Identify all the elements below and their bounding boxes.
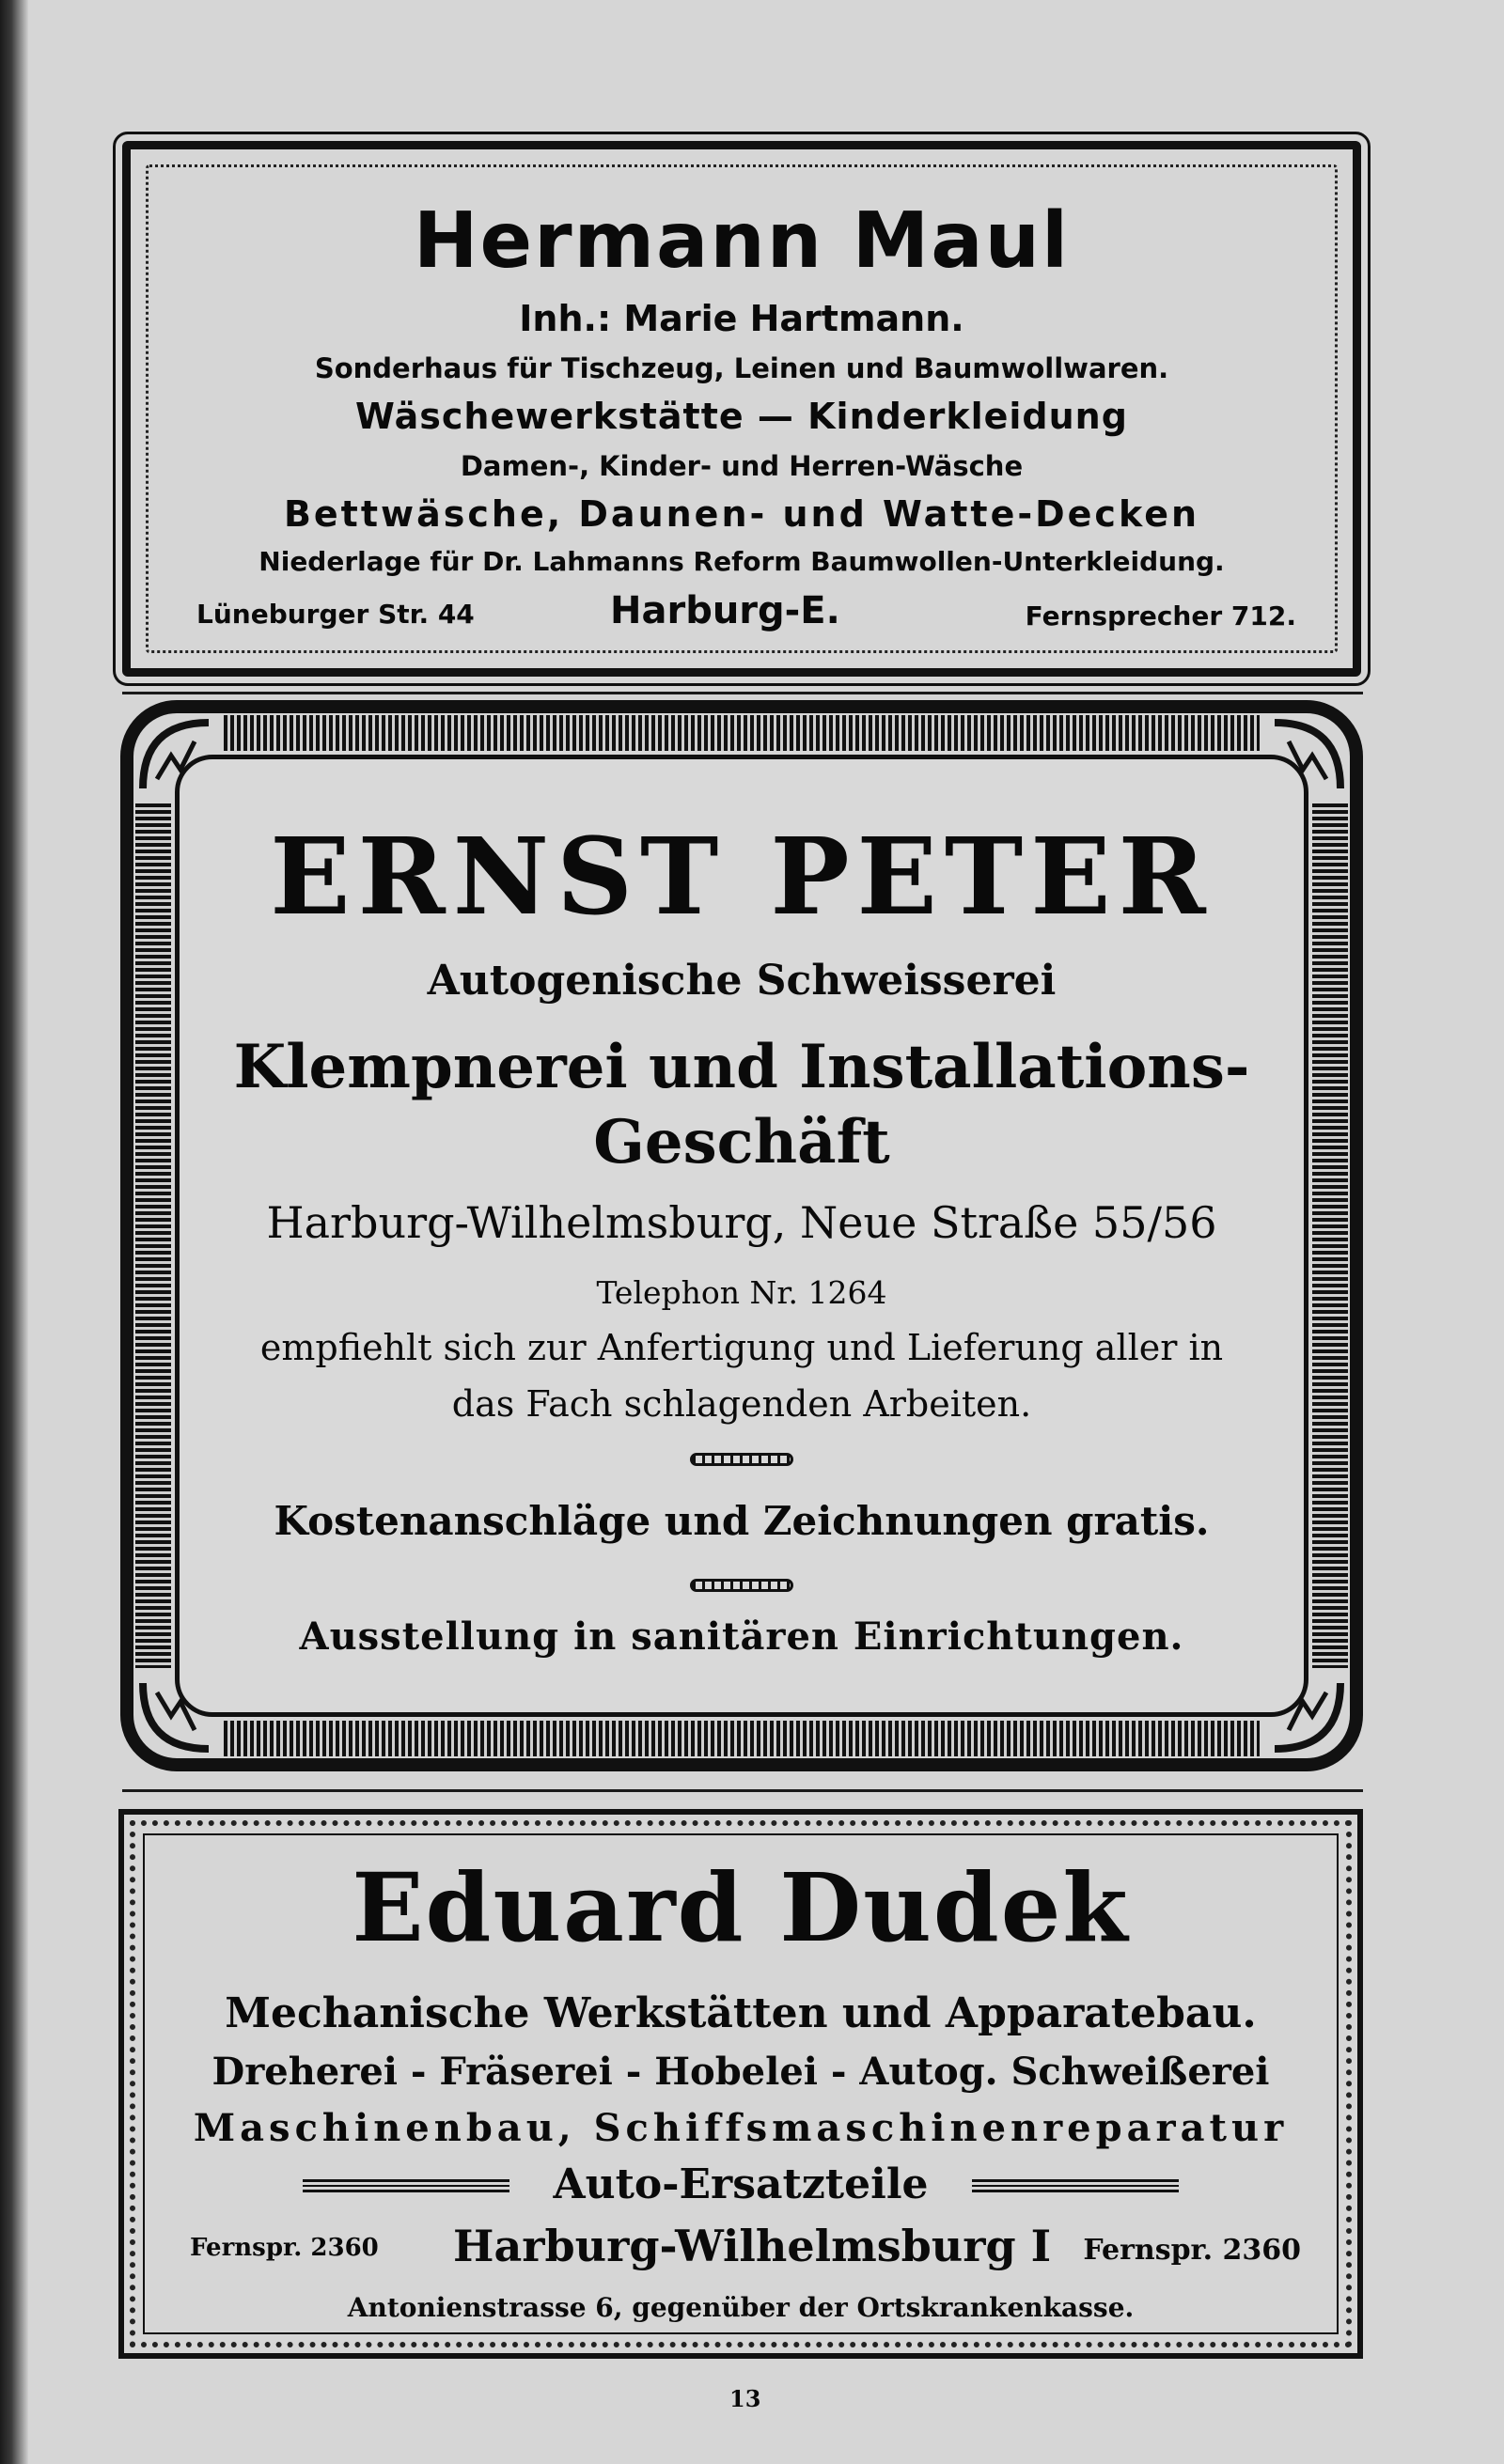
specialty-line: Sonderhaus für Tischzeug, Leinen und Baumwollwaren.	[314, 352, 1169, 384]
workshop-line: Wäschewerkstätte — Kinderkleidung	[355, 396, 1128, 437]
estimate-offer: Kostenanschläge und Zeichnungen gratis.	[274, 1498, 1210, 1544]
phone-left: Fernspr. 2360	[190, 2234, 379, 2262]
phone-right: Fernspr. 2360	[1083, 2234, 1301, 2267]
page-number: 13	[729, 2385, 761, 2412]
service-plumbing-cont: Geschäft	[593, 1107, 890, 1177]
ad-ernst-peter	[120, 700, 1363, 1771]
page-edge	[0, 0, 28, 2464]
machinery-line: Maschinenbau, Schiffsmaschinenreparatur	[193, 2106, 1289, 2150]
city: Harburg-E.	[610, 589, 840, 632]
description-line-1: empfiehlt sich zur Anfertigung und Lieferung aller in	[259, 1327, 1224, 1368]
company-name: Eduard Dudek	[352, 1852, 1130, 1963]
description-line-2: das Fach schlagenden Arbeiten.	[451, 1383, 1032, 1425]
ad-eduard-dudek	[118, 1809, 1363, 2359]
bedding-line: Bettwäsche, Daunen- und Watte-Decken	[283, 493, 1200, 535]
address: Harburg-Wilhelmsburg, Neue Straße 55/56	[266, 1197, 1217, 1248]
phone: Fernsprecher 712.	[1025, 600, 1296, 632]
separator-rule	[122, 1789, 1363, 1792]
parts-line: Auto-Ersatzteile	[553, 2160, 929, 2208]
city: Harburg-Wilhelmsburg I	[453, 2221, 1052, 2271]
double-rule-right	[972, 2179, 1179, 2192]
frame-bar-left	[135, 803, 171, 1668]
service-plumbing: Klempnerei und Installations-	[233, 1032, 1250, 1102]
workshop-line: Mechanische Werkstätten und Apparatebau.	[225, 1989, 1257, 2037]
company-name: ERNST PETER	[270, 816, 1214, 939]
frame-bar-right	[1312, 803, 1348, 1668]
service-welding: Autogenische Schweisserei	[427, 957, 1057, 1005]
address: Antonienstrasse 6, gegenüber der Ortskrankenkasse.	[347, 2292, 1135, 2323]
company-name: Hermann Maul	[413, 196, 1071, 286]
chain-divider	[180, 1579, 1304, 1597]
frame-bar-bottom	[224, 1721, 1260, 1756]
exhibition-line: Ausstellung in sanitären Einrichtungen.	[299, 1614, 1184, 1659]
frame-bar-top	[224, 715, 1260, 751]
phone: Telephon Nr. 1264	[596, 1274, 887, 1311]
services-line: Dreherei - Fräserei - Hobelei - Autog. Schweißerei	[212, 2050, 1270, 2094]
laundry-line: Damen-, Kinder- und Herren-Wäsche	[460, 450, 1024, 482]
ad-panel	[175, 755, 1308, 1717]
owner-line: Inh.: Marie Hartmann.	[519, 298, 964, 339]
address: Lüneburger Str. 44	[196, 599, 475, 630]
chain-divider	[180, 1453, 1304, 1471]
separator-rule	[122, 692, 1363, 694]
depot-line: Niederlage für Dr. Lahmanns Reform Baumwollen-Unterkleidung.	[258, 546, 1225, 577]
ad-hermann-maul	[122, 141, 1361, 677]
